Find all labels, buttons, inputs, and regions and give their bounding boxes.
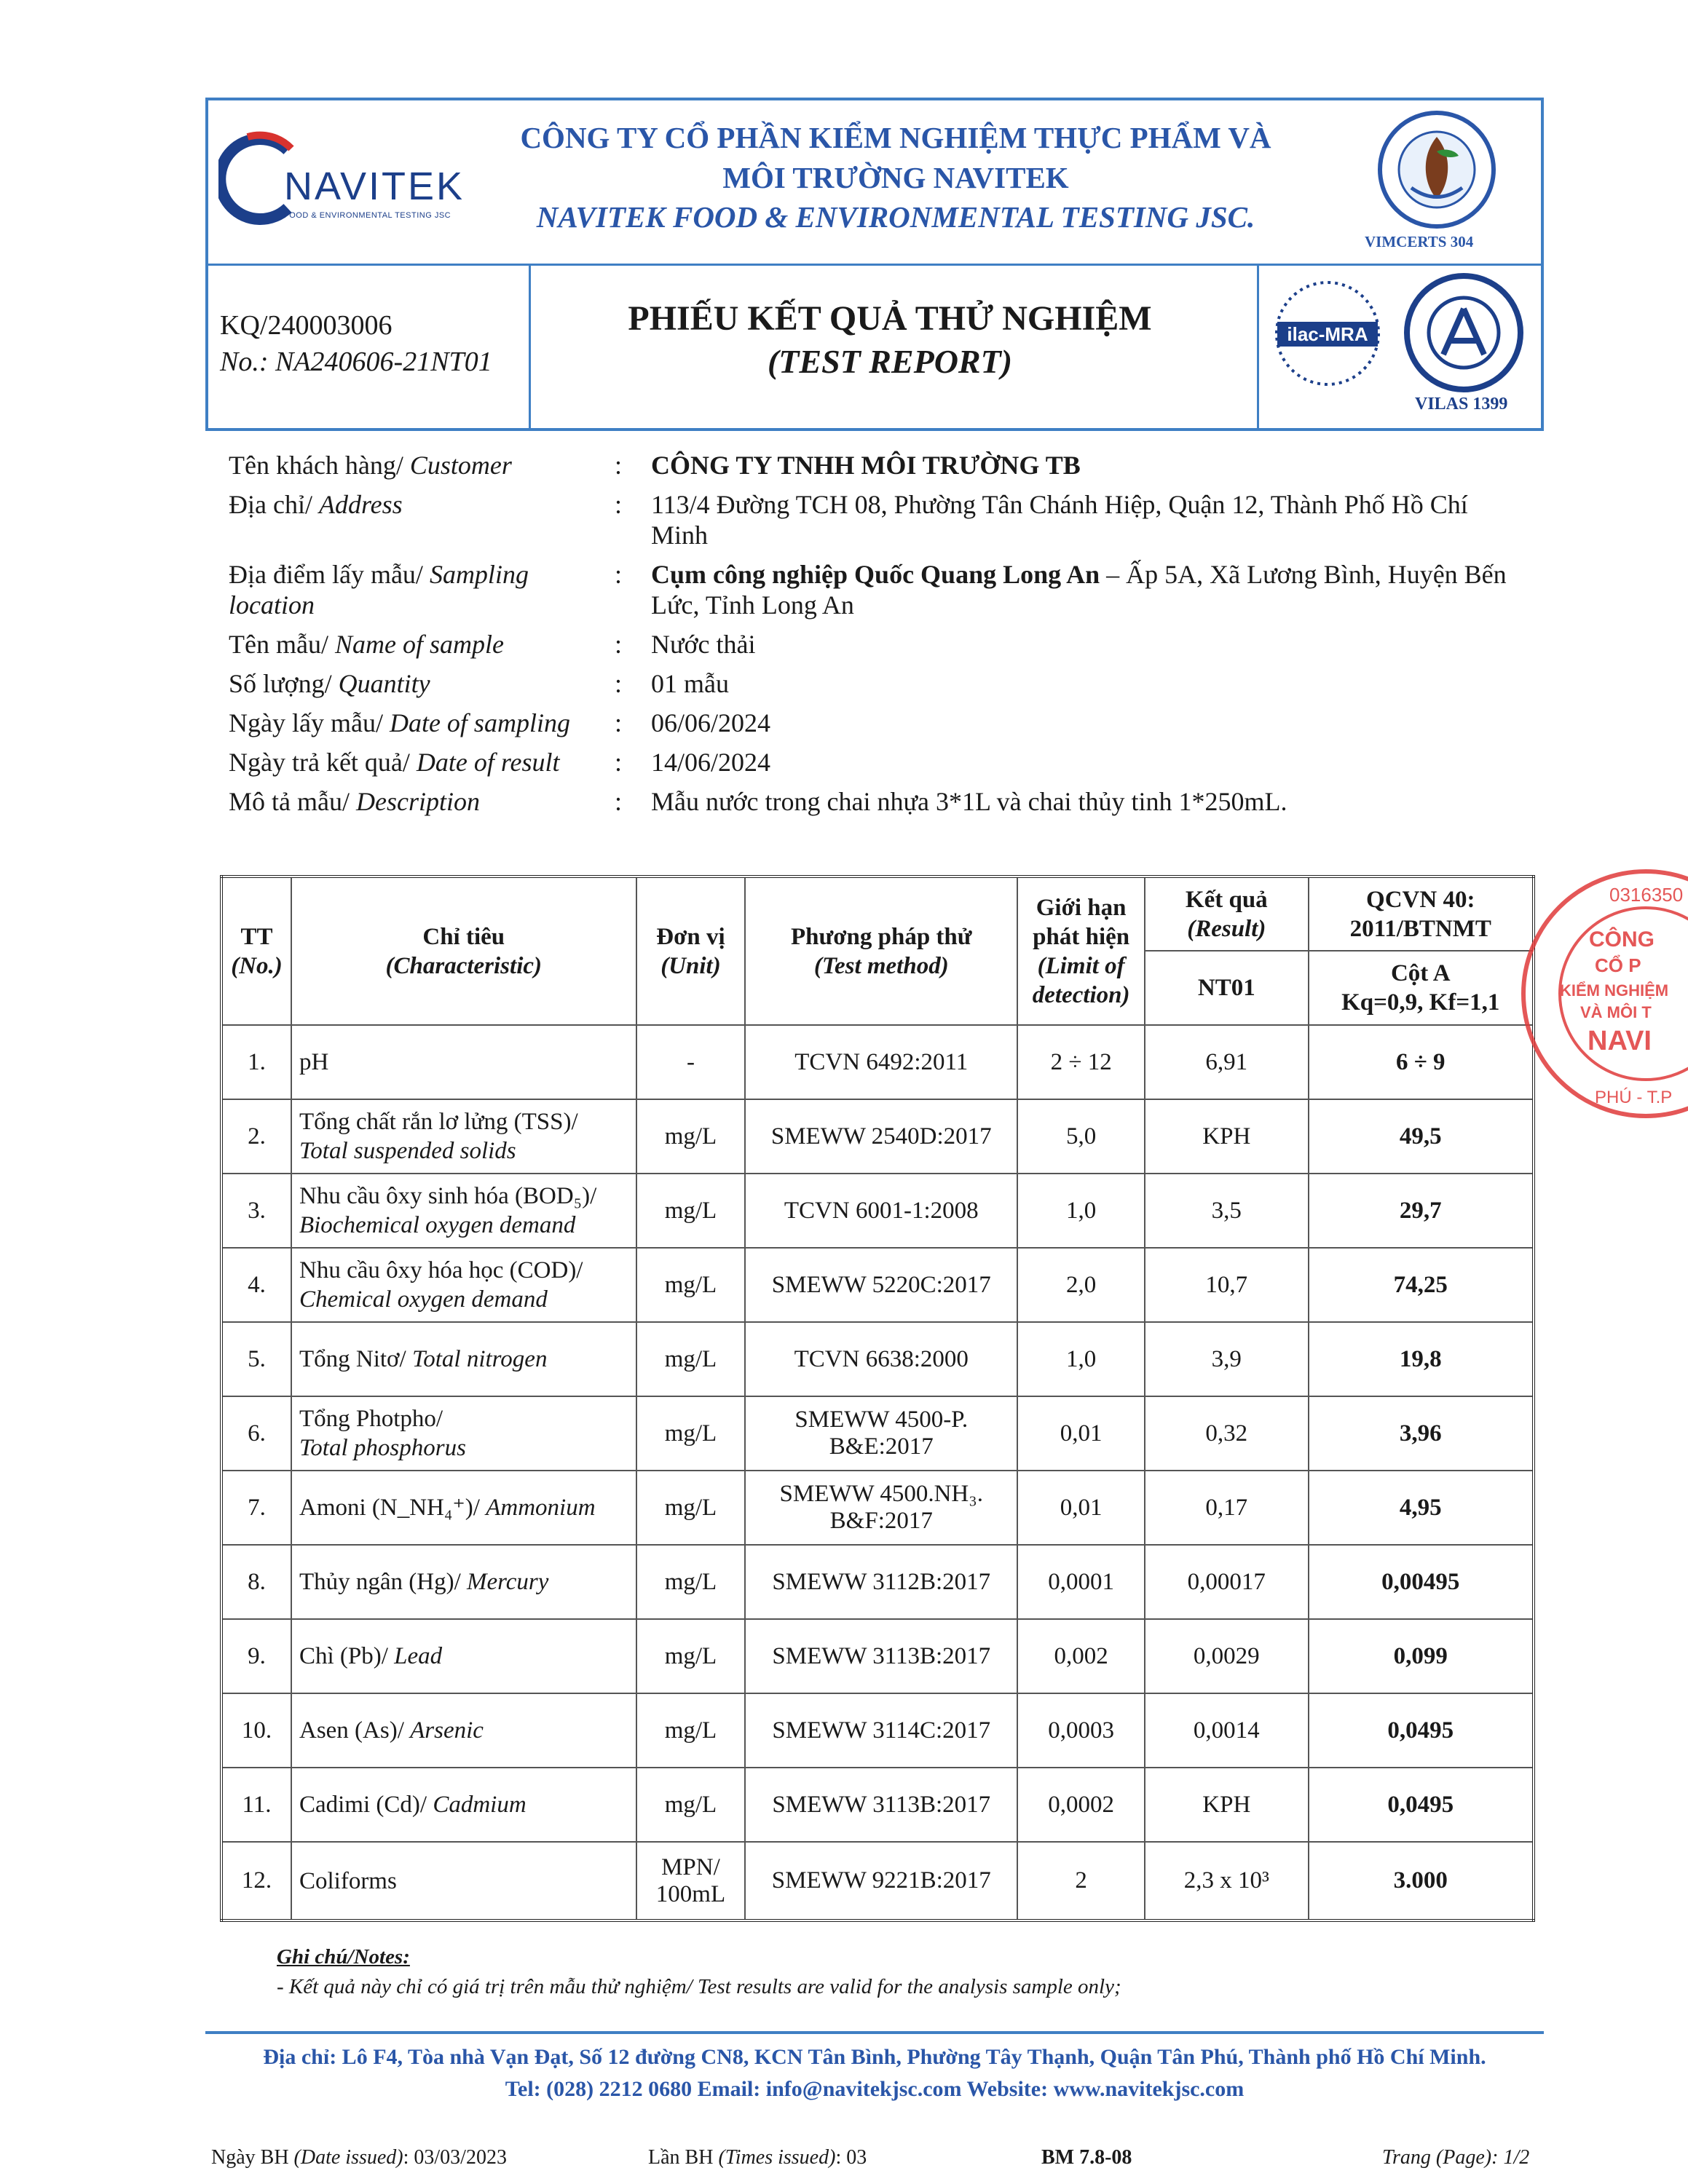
table-row <box>221 1619 1534 1693</box>
info-row <box>229 786 1525 817</box>
cell-limit: 49,5 <box>1309 1099 1534 1174</box>
company-name-vn <box>473 118 1318 198</box>
times-issued: Lần BH (Times issued): 03 <box>648 2146 867 2169</box>
cell-method: SMEWW 3112B:2017 <box>745 1545 1017 1619</box>
cell-result: 0,00017 <box>1145 1545 1308 1619</box>
cell-result: 0,32 <box>1145 1396 1308 1471</box>
cell-lod: 2,0 <box>1017 1248 1145 1322</box>
cell-lod: 0,002 <box>1017 1619 1145 1693</box>
header-unit: Đơn vị (Unit) <box>636 877 746 1025</box>
table-row <box>221 1396 1534 1471</box>
footer-address: Địa chỉ: Lô F4, Tòa nhà Vạn Đạt, Số 12 đường CN8, KCN Tân Bình, Phường Tây Thạnh, Quận Tân Phú, Thành phố Hồ Chí Minh. <box>263 2045 1486 2069</box>
cell-unit: - <box>636 1025 746 1099</box>
cell-result: KPH <box>1145 1099 1308 1174</box>
company-name-vn-line2: MÔI TRƯỜNG NAVITEK <box>722 161 1069 194</box>
cell-method: SMEWW 4500-P. B&E:2017 <box>745 1396 1017 1471</box>
info-colon: : <box>615 787 623 816</box>
stamp-text-2: CÔNG <box>1589 927 1655 951</box>
table-row <box>221 1471 1534 1545</box>
company-stamp-icon <box>1500 866 1688 1128</box>
report-title-vn: PHIẾU KẾT QUẢ THỬ NGHIỆM <box>628 299 1152 338</box>
cell-result: 0,0029 <box>1145 1619 1308 1693</box>
form-code: BM 7.8-08 <box>1041 2146 1132 2169</box>
cell-no: 8. <box>221 1545 291 1619</box>
cell-characteristic: pH <box>291 1025 636 1099</box>
cell-method: SMEWW 3114C:2017 <box>745 1693 1017 1768</box>
header-no: TT (No.) <box>221 877 291 1025</box>
info-row <box>229 489 1525 550</box>
cell-result: 3,9 <box>1145 1322 1308 1396</box>
cell-characteristic: Tổng Photpho/ Total phosphorus <box>291 1396 636 1471</box>
table-row <box>221 1174 1534 1248</box>
info-value: Cụm công nghiệp Quốc Quang Long An – Ấp 5A, Xã Lương Bình, Huyện Bến Lức, Tỉnh Long An <box>651 560 1507 620</box>
boa-accreditation-logo-icon <box>1398 271 1529 395</box>
cell-result: KPH <box>1145 1768 1308 1842</box>
info-row <box>229 450 1525 480</box>
info-colon: : <box>615 669 623 698</box>
cell-characteristic: Chì (Pb)/ Lead <box>291 1619 636 1693</box>
info-label: Tên khách hàng/ Customer <box>229 451 512 480</box>
footer-divider <box>205 2031 1544 2034</box>
info-colon: : <box>615 451 623 480</box>
date-issued: Ngày BH (Date issued): 03/03/2023 <box>211 2146 507 2169</box>
info-value: Mẫu nước trong chai nhựa 3*1L và chai thủy tinh 1*250mL. <box>651 787 1287 816</box>
cell-no: 7. <box>221 1471 291 1545</box>
stamp-text-5: VÀ MÔI T <box>1580 1003 1652 1021</box>
cell-result: 6,91 <box>1145 1025 1308 1099</box>
cell-characteristic: Amoni (N_NH₄⁺)/ Ammonium <box>291 1471 636 1545</box>
cell-unit: mg/L <box>636 1768 746 1842</box>
info-row <box>229 629 1525 660</box>
cell-no: 11. <box>221 1768 291 1842</box>
cell-no: 1. <box>221 1025 291 1099</box>
info-colon: : <box>615 748 623 777</box>
header-lod: Giới hạn phát hiện (Limit of detection) <box>1017 877 1145 1025</box>
cell-lod: 5,0 <box>1017 1099 1145 1174</box>
info-label: Địa điểm lấy mẫu/ Sampling location <box>229 560 529 620</box>
header-characteristic: Chỉ tiêu (Characteristic) <box>291 877 636 1025</box>
cell-method: SMEWW 4500.NH₃. B&F:2017 <box>745 1471 1017 1545</box>
info-value: 113/4 Đường TCH 08, Phường Tân Chánh Hiệp, Quận 12, Thành Phố Hồ Chí Minh <box>651 490 1468 550</box>
info-colon: : <box>615 490 623 519</box>
cell-no: 10. <box>221 1693 291 1768</box>
cell-characteristic: Coliforms <box>291 1842 636 1920</box>
header-method: Phương pháp thử (Test method) <box>745 877 1017 1025</box>
stamp-text-3: CỔ P <box>1595 954 1641 976</box>
cell-limit: 19,8 <box>1309 1322 1534 1396</box>
info-row <box>229 668 1525 699</box>
vilas-label: VILAS 1399 <box>1415 395 1508 414</box>
cell-result: 3,5 <box>1145 1174 1308 1248</box>
ilac-mra-logo-icon <box>1266 277 1389 393</box>
table-row <box>221 1545 1534 1619</box>
header-qcvn: QCVN 40: 2011/BTNMT <box>1309 877 1534 951</box>
vimcerts-label: VIMCERTS 304 <box>1365 233 1474 250</box>
logo-subtitle: FOOD & ENVIRONMENTAL TESTING JSC <box>284 211 451 220</box>
report-number-block <box>220 307 492 380</box>
cell-lod: 1,0 <box>1017 1322 1145 1396</box>
table-row <box>221 1768 1534 1842</box>
cell-method: TCVN 6638:2000 <box>745 1322 1017 1396</box>
cell-unit: MPN/ 100mL <box>636 1842 746 1920</box>
cell-limit: 3.000 <box>1309 1842 1534 1920</box>
notes-heading: Ghi chú/Notes: <box>277 1945 410 1969</box>
cell-method: SMEWW 3113B:2017 <box>745 1768 1017 1842</box>
table-row <box>221 1025 1534 1099</box>
cell-unit: mg/L <box>636 1545 746 1619</box>
cell-limit: 29,7 <box>1309 1174 1534 1248</box>
notes <box>277 1945 1121 1999</box>
cell-characteristic: Tổng chất rắn lơ lửng (TSS)/ Total suspended solids <box>291 1099 636 1174</box>
cell-lod: 0,01 <box>1017 1396 1145 1471</box>
cell-lod: 0,0002 <box>1017 1768 1145 1842</box>
report-title-en: (TEST REPORT) <box>767 343 1013 380</box>
cell-method: SMEWW 9221B:2017 <box>745 1842 1017 1920</box>
stamp-text-7: PHÚ - T.P <box>1595 1088 1673 1107</box>
info-value: Nước thải <box>651 630 756 659</box>
cell-characteristic: Tổng Nitơ/ Total nitrogen <box>291 1322 636 1396</box>
info-label: Mô tả mẫu/ Description <box>229 787 480 816</box>
cell-result: 0,17 <box>1145 1471 1308 1545</box>
cell-no: 3. <box>221 1174 291 1248</box>
vimcerts-emblem-icon <box>1375 108 1499 232</box>
cell-unit: mg/L <box>636 1322 746 1396</box>
header-sample-id: NT01 <box>1145 951 1308 1025</box>
stamp-text-4: KIỂM NGHIỆM <box>1560 981 1669 1000</box>
cell-method: TCVN 6492:2011 <box>745 1025 1017 1099</box>
svg-text:ilac-MRA: ilac-MRA <box>1287 323 1368 345</box>
table-row <box>221 1248 1534 1322</box>
cell-characteristic: Asen (As)/ Arsenic <box>291 1693 636 1768</box>
table-row <box>221 1099 1534 1174</box>
footer-address-block <box>205 2041 1544 2105</box>
company-name-vn-line1: CÔNG TY CỔ PHẦN KIỂM NGHIỆM THỰC PHẨM VÀ <box>520 121 1271 154</box>
sample-info <box>229 450 1525 826</box>
info-label: Số lượng/ Quantity <box>229 669 430 698</box>
cell-limit: 0,00495 <box>1309 1545 1534 1619</box>
cell-no: 5. <box>221 1322 291 1396</box>
cell-characteristic: Nhu cầu ôxy hóa học (COD)/ Chemical oxygen demand <box>291 1248 636 1322</box>
cell-unit: mg/L <box>636 1619 746 1693</box>
cell-lod: 1,0 <box>1017 1174 1145 1248</box>
info-value: 06/06/2024 <box>651 708 771 737</box>
stamp-text-1: 0316350 <box>1609 884 1684 906</box>
cell-lod: 2 ÷ 12 <box>1017 1025 1145 1099</box>
header-col-a: Cột A Kq=0,9, Kf=1,1 <box>1309 951 1534 1025</box>
cell-method: SMEWW 3113B:2017 <box>745 1619 1017 1693</box>
cell-limit: 0,0495 <box>1309 1768 1534 1842</box>
info-label: Địa chỉ/ Address <box>229 490 403 519</box>
cell-result: 0,0014 <box>1145 1693 1308 1768</box>
cell-no: 9. <box>221 1619 291 1693</box>
report-no: No.: NA240606-21NT01 <box>220 347 492 377</box>
cell-limit: 0,0495 <box>1309 1693 1534 1768</box>
info-colon: : <box>615 630 623 659</box>
cell-unit: mg/L <box>636 1693 746 1768</box>
cell-limit: 6 ÷ 9 <box>1309 1025 1534 1099</box>
table-row <box>221 1842 1534 1920</box>
results-table <box>220 875 1535 1922</box>
cell-characteristic: Nhu cầu ôxy sinh hóa (BOD₅)/ Biochemical oxygen demand <box>291 1174 636 1248</box>
page-number: Trang (Page): 1/2 <box>1382 2146 1530 2169</box>
cell-characteristic: Cadimi (Cd)/ Cadmium <box>291 1768 636 1842</box>
footer-contact: Tel: (028) 2212 0680 Email: info@navitekjsc.com Website: www.navitekjsc.com <box>505 2077 1245 2101</box>
cell-method: SMEWW 2540D:2017 <box>745 1099 1017 1174</box>
header-result: Kết quả (Result) <box>1145 877 1308 951</box>
cell-limit: 4,95 <box>1309 1471 1534 1545</box>
cell-no: 6. <box>221 1396 291 1471</box>
cell-lod: 0,01 <box>1017 1471 1145 1545</box>
info-colon: : <box>615 708 623 737</box>
cell-unit: mg/L <box>636 1174 746 1248</box>
cell-lod: 2 <box>1017 1842 1145 1920</box>
cell-method: SMEWW 5220C:2017 <box>745 1248 1017 1322</box>
header-divider <box>208 264 1541 266</box>
cell-unit: mg/L <box>636 1248 746 1322</box>
cell-lod: 0,0001 <box>1017 1545 1145 1619</box>
cell-no: 12. <box>221 1842 291 1920</box>
cell-characteristic: Thủy ngân (Hg)/ Mercury <box>291 1545 636 1619</box>
cell-method: TCVN 6001-1:2008 <box>745 1174 1017 1248</box>
info-label: Ngày trả kết quả/ Date of result <box>229 748 560 777</box>
cell-limit: 3,96 <box>1309 1396 1534 1471</box>
header-col-divider-2 <box>1257 264 1259 428</box>
info-row <box>229 559 1525 620</box>
logo-wordmark: NAVITEK <box>284 165 465 208</box>
cell-unit: mg/L <box>636 1396 746 1471</box>
cell-no: 2. <box>221 1099 291 1174</box>
info-value: 14/06/2024 <box>651 748 771 777</box>
info-label: Ngày lấy mẫu/ Date of sampling <box>229 708 570 737</box>
cell-no: 4. <box>221 1248 291 1322</box>
report-kq: KQ/240003006 <box>220 310 393 341</box>
table-row <box>221 1322 1534 1396</box>
cell-limit: 0,099 <box>1309 1619 1534 1693</box>
info-value: 01 mẫu <box>651 669 729 698</box>
info-label: Tên mẫu/ Name of sample <box>229 630 504 659</box>
table-row <box>221 1693 1534 1768</box>
info-colon: : <box>615 560 623 589</box>
cell-result: 10,7 <box>1145 1248 1308 1322</box>
cell-lod: 0,0003 <box>1017 1693 1145 1768</box>
cell-unit: mg/L <box>636 1099 746 1174</box>
company-name-en: NAVITEK FOOD & ENVIRONMENTAL TESTING JSC. <box>536 200 1255 234</box>
info-row <box>229 708 1525 738</box>
info-row <box>229 747 1525 778</box>
cell-unit: mg/L <box>636 1471 746 1545</box>
info-value: CÔNG TY TNHH MÔI TRƯỜNG TB <box>651 451 1081 480</box>
cell-limit: 74,25 <box>1309 1248 1534 1322</box>
notes-line: - Kết quả này chỉ có giá trị trên mẫu thử nghiệm/ Test results are valid for the analysis sample only; <box>277 1975 1121 1998</box>
stamp-text-6: NAVI <box>1588 1026 1652 1056</box>
cell-result: 2,3 x 10³ <box>1145 1842 1308 1920</box>
